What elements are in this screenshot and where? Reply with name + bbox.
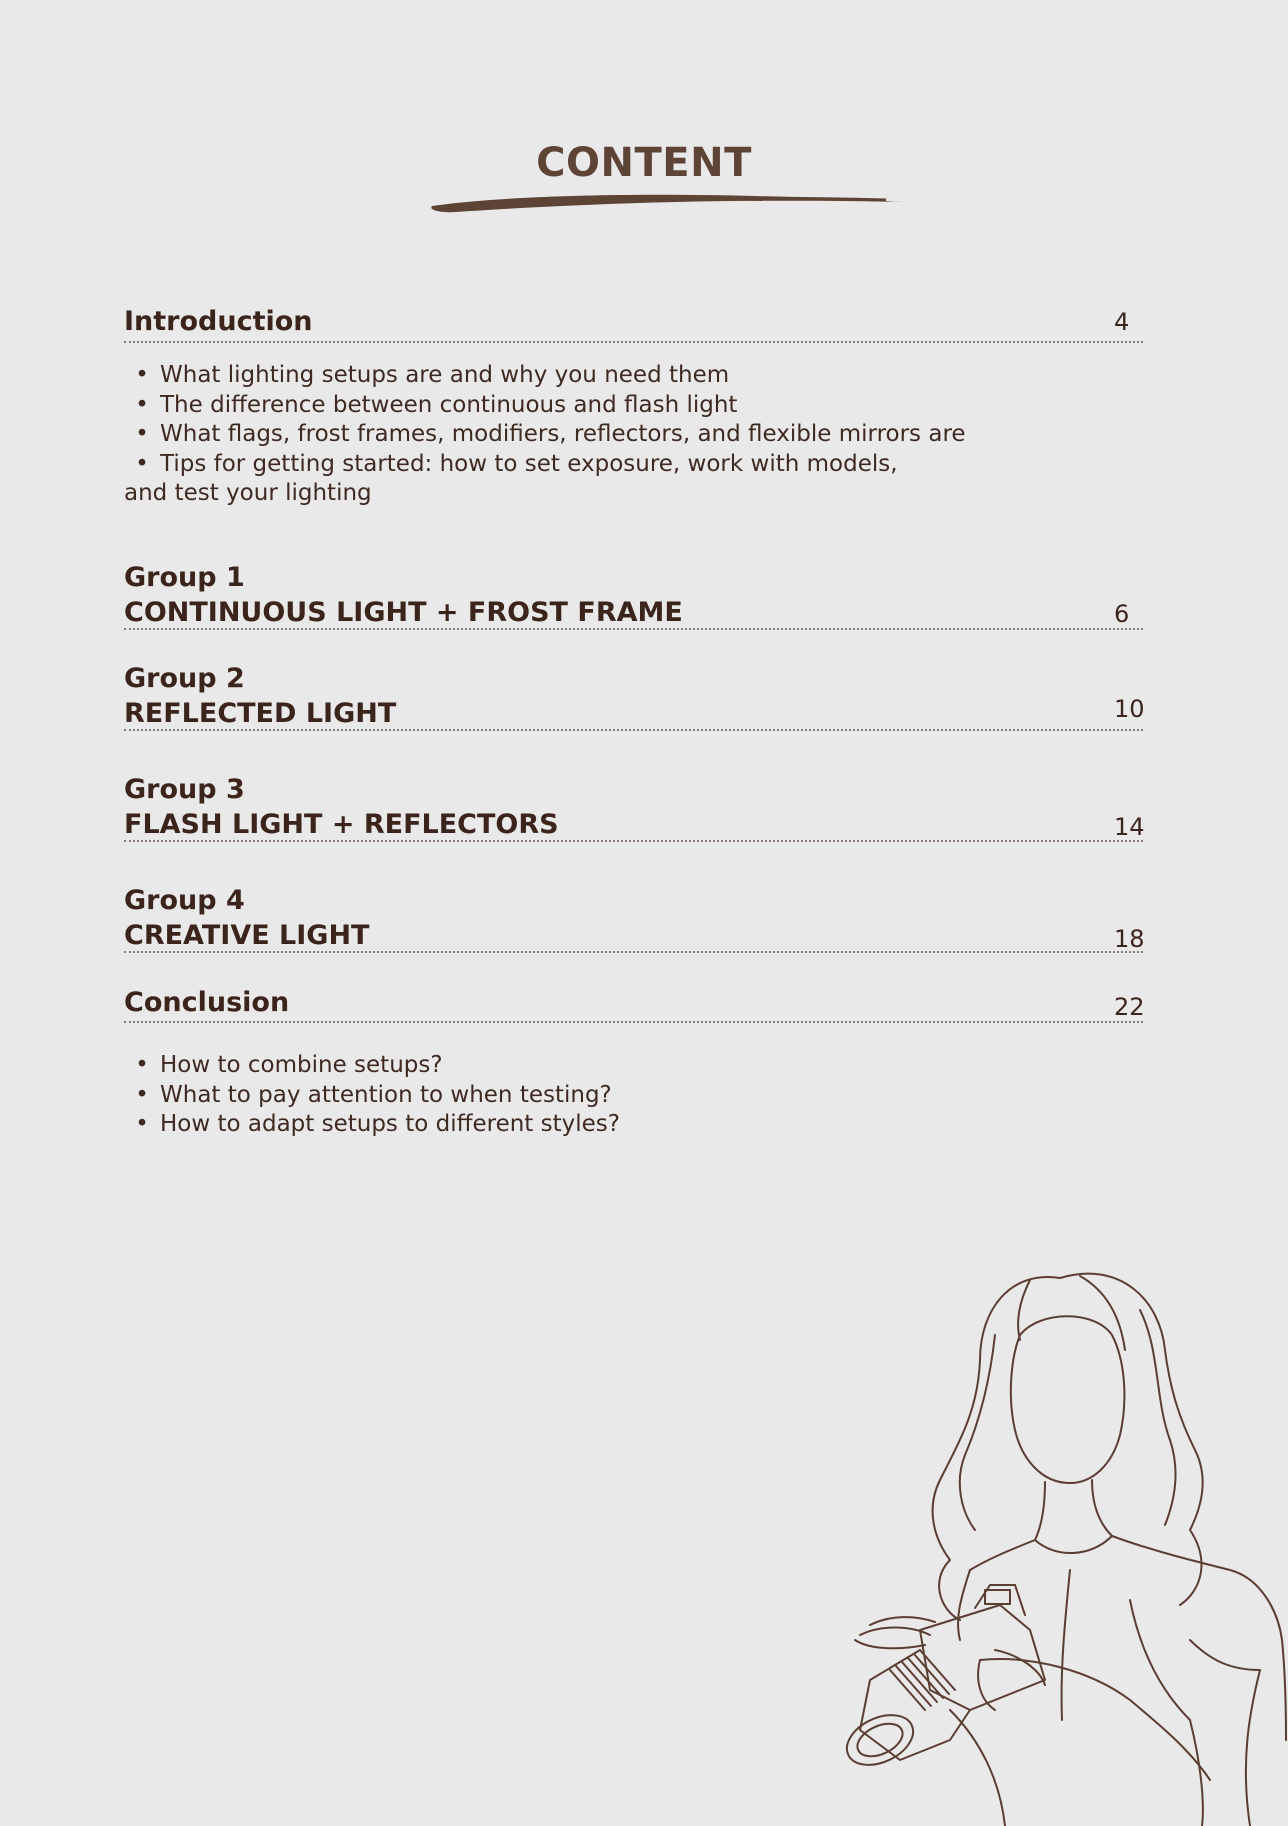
- dotted-leader: [124, 951, 1143, 953]
- entry-title: FLASH LIGHT + REFLECTORS: [124, 809, 559, 840]
- intro-bullet-list: [124, 361, 966, 479]
- dotted-leader: [124, 628, 1143, 630]
- list-item: • What flags, frost frames, modifiers, reflectors, and flexible mirrors are: [135, 421, 966, 447]
- brush-underline: [426, 182, 908, 218]
- dotted-leader: [124, 729, 1143, 731]
- list-item: • How to adapt setups to different styles?: [135, 1111, 620, 1137]
- entry-page-number: 18: [1114, 925, 1145, 953]
- bullet-continuation: and test your lighting: [124, 480, 372, 506]
- toc-entry-group-2[interactable]: [124, 663, 1143, 733]
- list-item: • Tips for getting started: how to set exposure, work with models,: [135, 450, 898, 477]
- list-item: • What to pay attention to when testing?: [135, 1081, 612, 1108]
- toc-entry-introduction[interactable]: [124, 306, 1143, 344]
- toc-entry-conclusion[interactable]: [124, 987, 1143, 1027]
- page-title: CONTENT: [536, 140, 752, 186]
- dotted-leader: [124, 840, 1143, 842]
- list-item: • How to combine setups?: [135, 1052, 443, 1078]
- group-label: Group 3: [124, 774, 245, 805]
- dotted-leader: [124, 1021, 1143, 1023]
- entry-page-number: 22: [1114, 993, 1145, 1021]
- entry-title: CREATIVE LIGHT: [124, 920, 370, 951]
- entry-title: Conclusion: [124, 987, 290, 1018]
- toc-entry-group-1[interactable]: [124, 562, 1143, 632]
- toc-entry-group-4[interactable]: [124, 885, 1143, 955]
- group-label: Group 2: [124, 663, 245, 694]
- dotted-leader: [124, 341, 1143, 343]
- toc-entry-group-3[interactable]: [124, 774, 1143, 844]
- entry-title: CONTINUOUS LIGHT + FROST FRAME: [124, 597, 683, 628]
- conclusion-bullet-list: [124, 1051, 620, 1140]
- entry-page-number: 4: [1114, 308, 1130, 336]
- entry-page-number: 6: [1114, 600, 1130, 628]
- list-item: • The difference between continuous and flash light: [135, 391, 738, 418]
- list-item: • What lighting setups are and why you need them: [135, 362, 730, 388]
- entry-page-number: 14: [1114, 813, 1145, 841]
- group-label: Group 1: [124, 562, 245, 593]
- entry-title: REFLECTED LIGHT: [124, 698, 397, 729]
- woman-with-camera-illustration: [830, 1240, 1288, 1826]
- entry-title: Introduction: [124, 306, 313, 337]
- entry-page-number: 10: [1114, 695, 1145, 723]
- group-label: Group 4: [124, 885, 245, 916]
